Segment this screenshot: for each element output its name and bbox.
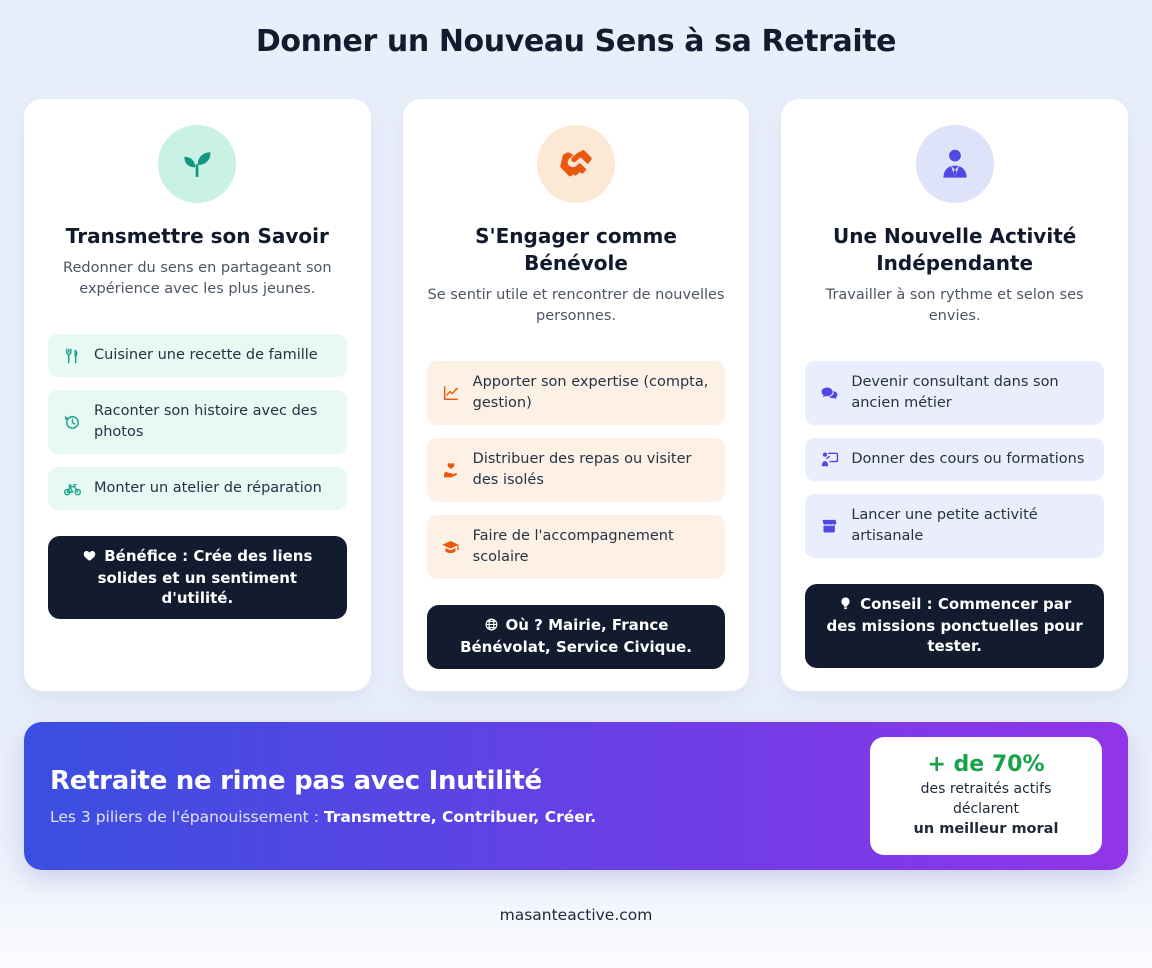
list-item bbox=[48, 390, 347, 454]
cards-row bbox=[24, 99, 1128, 691]
stat-value: + de 70% bbox=[927, 752, 1045, 778]
user-tie-icon bbox=[937, 146, 973, 182]
list-item bbox=[427, 361, 726, 425]
list-item bbox=[427, 515, 726, 579]
card-description: Redonner du sens en partageant son expérience avec les plus jeunes. bbox=[63, 260, 332, 298]
chart-line-icon bbox=[441, 384, 461, 402]
page-footer bbox=[0, 906, 1152, 924]
list-item-label: Raconter son histoire avec des photos bbox=[94, 403, 318, 441]
list-item-label: Monter un atelier de réparation bbox=[94, 480, 322, 497]
list-item-label: Apporter son expertise (compta, gestion) bbox=[472, 374, 709, 412]
comments-icon bbox=[819, 384, 839, 403]
globe-icon bbox=[484, 617, 499, 638]
summary-banner bbox=[24, 722, 1128, 870]
site-url: masanteactive.com bbox=[499, 906, 653, 924]
clock-rotate-left-icon bbox=[62, 413, 82, 431]
stat-line: des retraités actifs déclarent bbox=[920, 781, 1052, 817]
store-icon bbox=[819, 517, 839, 535]
stat-line-bold: un meilleur moral bbox=[913, 821, 1059, 838]
card-icon-circle bbox=[158, 125, 236, 203]
card-icon-circle bbox=[916, 125, 994, 203]
banner-text-block bbox=[50, 766, 596, 826]
card-engager-benevole bbox=[403, 99, 750, 691]
list-item bbox=[805, 361, 1104, 425]
callout-text: Où ? Mairie, France Bénévolat, Service Civique. bbox=[460, 616, 692, 656]
card-description: Travailler à son rythme et selon ses envies. bbox=[825, 287, 1084, 325]
list-item bbox=[805, 494, 1104, 558]
list-item bbox=[427, 438, 726, 502]
idea-list bbox=[427, 361, 726, 579]
banner-subtitle-prefix: Les 3 piliers de l'épanouissement : bbox=[50, 808, 324, 826]
bicycle-icon bbox=[62, 479, 82, 498]
lightbulb-icon bbox=[838, 596, 853, 617]
person-chalkboard-icon bbox=[819, 450, 839, 469]
handshake-icon bbox=[557, 145, 595, 183]
benefit-callout bbox=[48, 536, 347, 619]
banner-subtitle-bold: Transmettre, Contribuer, Créer. bbox=[323, 808, 597, 826]
callout-text: Conseil : Commencer par des missions ponctuelles pour tester. bbox=[826, 595, 1083, 655]
advice-callout bbox=[805, 584, 1104, 667]
card-activite-independante bbox=[781, 99, 1128, 691]
banner-title: Retraite ne rime pas avec Inutilité bbox=[50, 766, 542, 796]
card-transmettre-savoir bbox=[24, 99, 371, 691]
utensils-icon bbox=[62, 347, 82, 365]
card-title: S'Engager comme Bénévole bbox=[475, 224, 677, 275]
list-item bbox=[805, 438, 1104, 481]
stat-card bbox=[870, 737, 1102, 854]
card-title: Transmettre son Savoir bbox=[65, 224, 329, 248]
where-callout bbox=[427, 605, 726, 669]
list-item-label: Faire de l'accompagnement scolaire bbox=[472, 528, 674, 566]
page-title: Donner un Nouveau Sens à sa Retraite bbox=[255, 24, 897, 59]
list-item bbox=[48, 467, 347, 510]
list-item-label: Lancer une petite activité artisanale bbox=[851, 507, 1038, 545]
heart-icon bbox=[82, 548, 97, 569]
graduation-cap-icon bbox=[441, 538, 461, 557]
idea-list bbox=[805, 361, 1104, 558]
card-description: Se sentir utile et rencontrer de nouvelles personnes. bbox=[427, 287, 725, 325]
list-item-label: Cuisiner une recette de famille bbox=[94, 347, 318, 364]
callout-text: Bénéfice : Crée des liens solides et un sentiment d'utilité. bbox=[97, 547, 313, 607]
seedling-icon bbox=[179, 146, 215, 182]
list-item-label: Distribuer des repas ou visiter des isolés bbox=[472, 451, 692, 489]
list-item-label: Devenir consultant dans son ancien métier bbox=[851, 374, 1059, 412]
list-item-label: Donner des cours ou formations bbox=[851, 451, 1085, 468]
banner-subtitle bbox=[50, 808, 596, 826]
card-title: Une Nouvelle Activité Indépendante bbox=[832, 224, 1077, 275]
hand-holding-heart-icon bbox=[441, 461, 461, 479]
card-icon-circle bbox=[537, 125, 615, 203]
idea-list bbox=[48, 334, 347, 510]
list-item bbox=[48, 334, 347, 377]
